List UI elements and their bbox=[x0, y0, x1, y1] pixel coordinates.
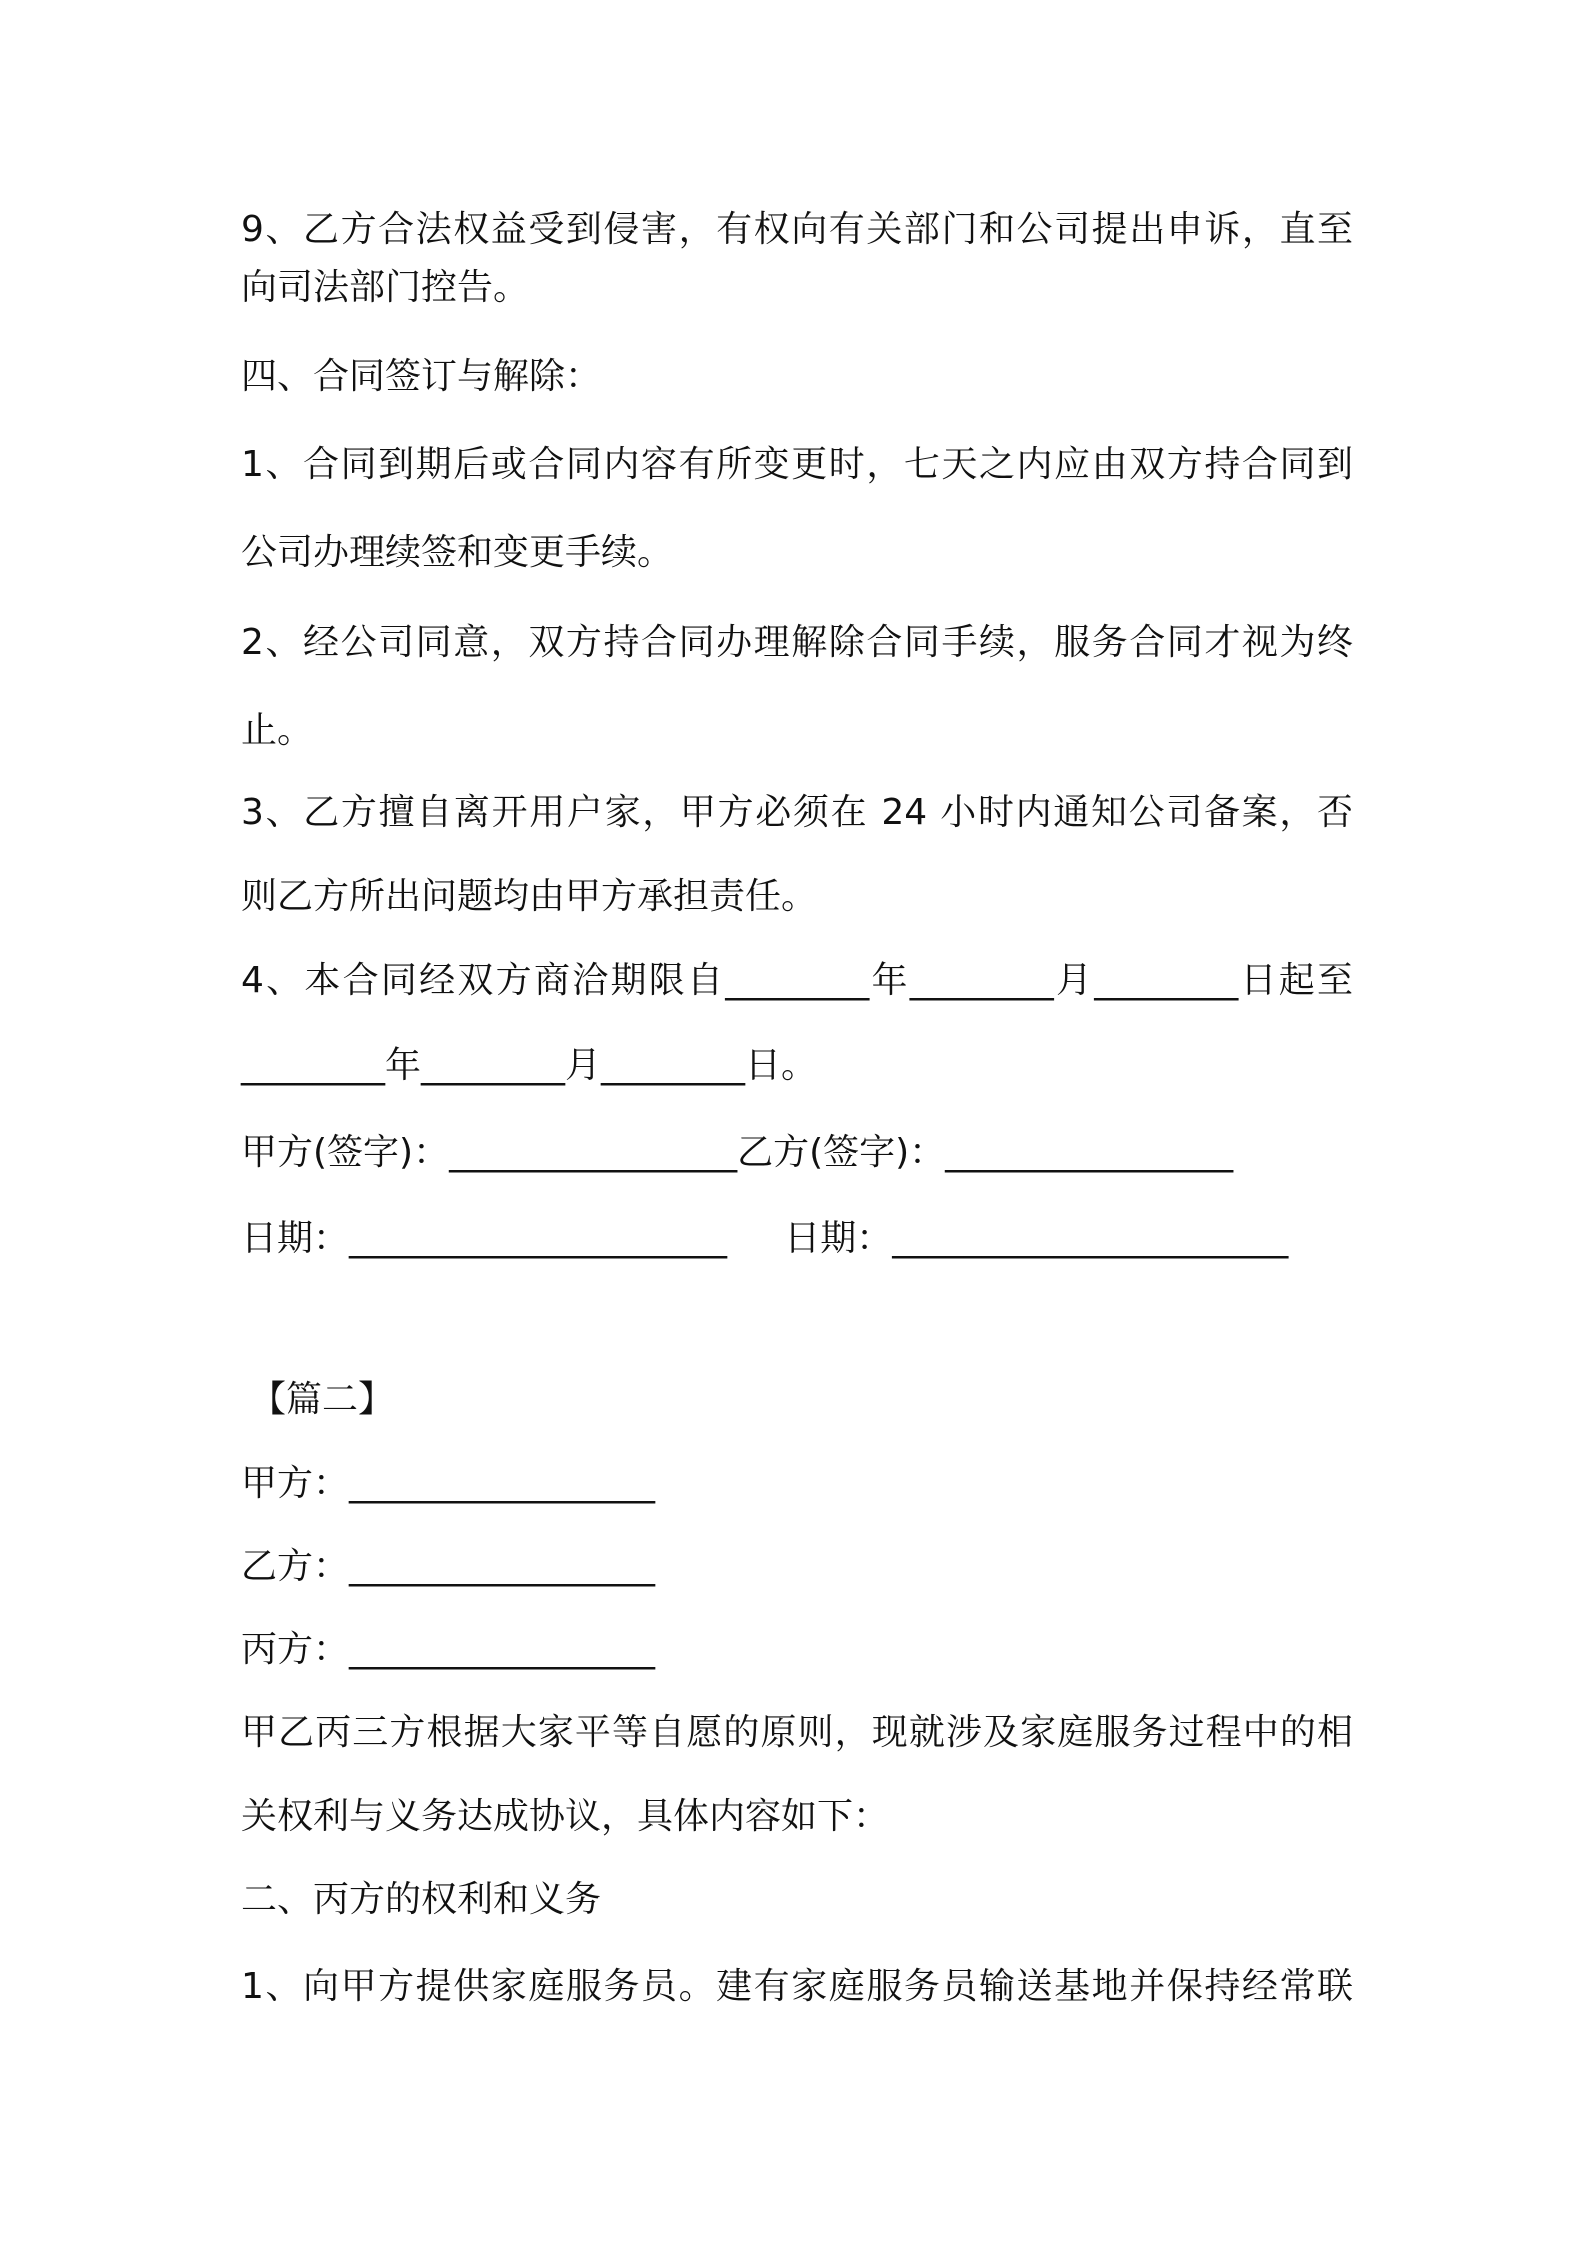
intro-line-1: 甲乙丙三方根据大家平等自愿的原则，现就涉及家庭服务过程中的相 bbox=[241, 1712, 1353, 1753]
clause-1-line-2: 公司办理续签和变更手续。 bbox=[241, 532, 674, 573]
section-heading-sign-terminate: 四、合同签订与解除： bbox=[241, 356, 602, 397]
clause-3-line-2: 则乙方所出问题均由甲方承担责任。 bbox=[241, 876, 818, 917]
clause-9-line-2: 向司法部门控告。 bbox=[241, 267, 530, 308]
clause-4-line-1: 4、本合同经双方商洽期限自________年________月________日起至 bbox=[241, 960, 1353, 1001]
clause-9-line-1: 9、乙方合法权益受到侵害，有权向有关部门和公司提出申诉，直至 bbox=[241, 209, 1353, 250]
party-c-line: 丙方：_________________ bbox=[241, 1629, 656, 1670]
party-b-line: 乙方：_________________ bbox=[241, 1546, 656, 1587]
part-two-title: 【篇二】 bbox=[250, 1379, 395, 1420]
signature-line: 甲方(签字)：________________乙方(签字)：________________ bbox=[241, 1132, 1234, 1173]
intro-line-2: 关权利与义务达成协议，具体内容如下： bbox=[241, 1796, 890, 1837]
party-a-line: 甲方：_________________ bbox=[241, 1463, 656, 1504]
party-c-clause-1-line-1: 1、向甲方提供家庭服务员。建有家庭服务员输送基地并保持经常联 bbox=[241, 1966, 1353, 2007]
section-heading-party-c-rights: 二、丙方的权利和义务 bbox=[241, 1879, 602, 1920]
clause-2-line-2: 止。 bbox=[241, 710, 314, 751]
clause-3-line-1: 3、乙方擅自离开用户家，甲方必须在 24 小时内通知公司备案，否 bbox=[241, 792, 1353, 833]
clause-4-line-2: ________年________月________日。 bbox=[241, 1045, 817, 1086]
clause-2-line-1: 2、经公司同意，双方持合同办理解除合同手续，服务合同才视为终 bbox=[241, 622, 1353, 663]
date-line: 日期：_____________________ 日期：______________________ bbox=[241, 1218, 1289, 1259]
clause-1-line-1: 1、合同到期后或合同内容有所变更时，七天之内应由双方持合同到 bbox=[241, 444, 1353, 485]
